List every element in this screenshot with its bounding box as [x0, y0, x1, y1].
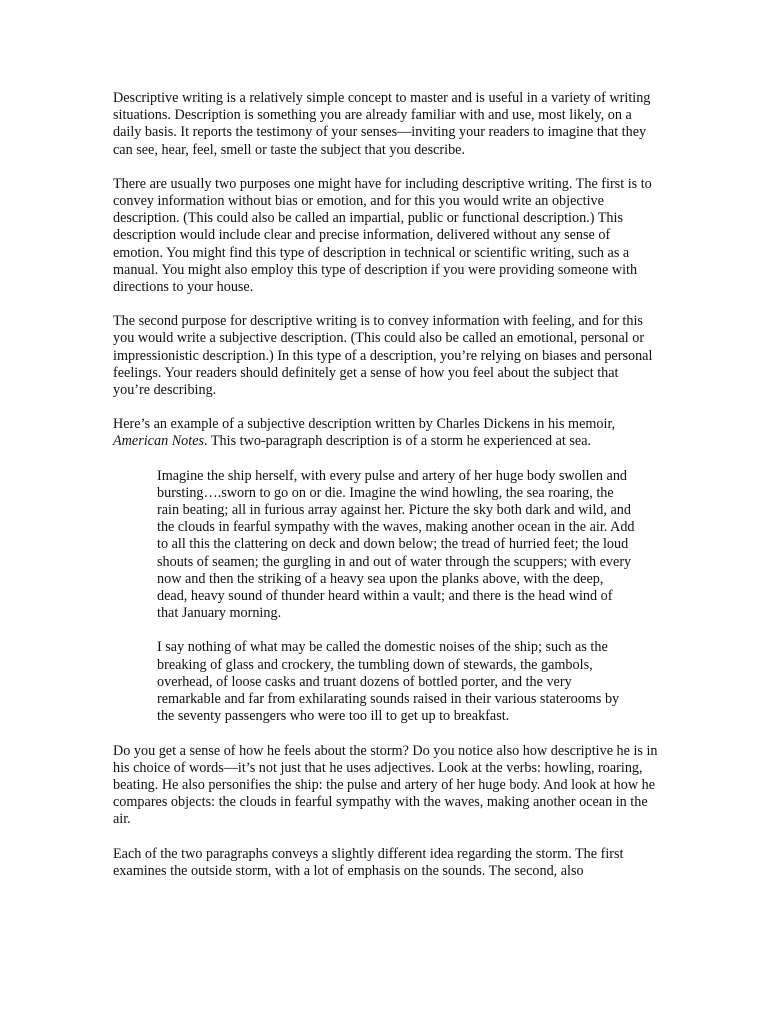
example-intro-text-end: . This two-paragraph description is of a storm he experienced at sea. — [204, 433, 592, 450]
paragraph-subjective-description: The second purpose for descriptive writing is to convey information with feeling, and for this you would write a subjective description. (This could also be called an emotional, personal or impressionistic description.) In this type of a description, you’re relying on biases and personal feelings. Your readers should definitely get a sense of how you feel about the subject that you’re describing. — [113, 313, 653, 399]
block-quote-paragraph-2: I say nothing of what may be called the domestic noises of the ship; such as the breaking of glass and crockery, the tumbling down of stewards, the gambols, overhead, of loose casks and truant dozens of bottled porter, and the very remarkable and far from exhilarating sounds raised in their various staterooms by the seventy passengers who were too ill to get up to breakfast. — [157, 639, 620, 725]
document-page — [113, 90, 658, 897]
book-title: American Notes — [113, 433, 205, 450]
paragraph-intro: Descriptive writing is a relatively simple concept to master and is useful in a variety of writing situations. Description is something you are already familiar with and use, most likely, on a daily basis. It reports the testimony of your senses—inviting your readers to imagine that they can see, hear, feel, smell or taste the subject that you describe. — [113, 90, 651, 158]
example-intro-text: Here’s an example of a subjective description written by Charles Dickens in his memoir, — [113, 416, 616, 433]
block-quote-paragraph-1: Imagine the ship herself, with every pulse and artery of her huge body swollen and bursting….sworn to go on or die. Imagine the wind howling, the sea roaring, the rain beating; all in furious array against her. Picture the sky both dark and wild, and the clouds in fearful sympathy with the waves, making another ocean in the air. Add to all this the clattering on deck and down below; the tread of hurried feet; the loud shouts of seamen; the gurgling in and out of water through the scuppers; with every now and then the striking of a heavy sea upon the planks above, with the deep, dead, heavy sound of thunder heard within a vault; and there is the head wind of that January morning. — [157, 467, 635, 622]
paragraph-example-intro — [113, 416, 658, 450]
paragraph-analysis: Do you get a sense of how he feels about the storm? Do you notice also how descriptive he is in his choice of words—it’s not just that he uses adjectives. Look at the verbs: howling, roaring, beating. He also personifies the ship: the pulse and artery of her huge body. And look at how he compares objects: the clouds in fearful sympathy with the waves, making another ocean in the air. — [113, 742, 658, 828]
paragraph-objective-description: There are usually two purposes one might have for including descriptive writing. The first is to convey information without bias or emotion, and for this you would write an objective description. (This could also be called an impartial, public or functional description.) This description would include clear and precise information, delivered without any sense of emotion. You might find this type of description in technical or scientific writing, such as a manual. You might also employ this type of description if you were providing someone with directions to your house. — [113, 175, 652, 296]
paragraph-comparison: Each of the two paragraphs conveys a slightly different idea regarding the storm. The first examines the outside storm, with a lot of emphasis on the sounds. The second, also — [113, 845, 624, 879]
